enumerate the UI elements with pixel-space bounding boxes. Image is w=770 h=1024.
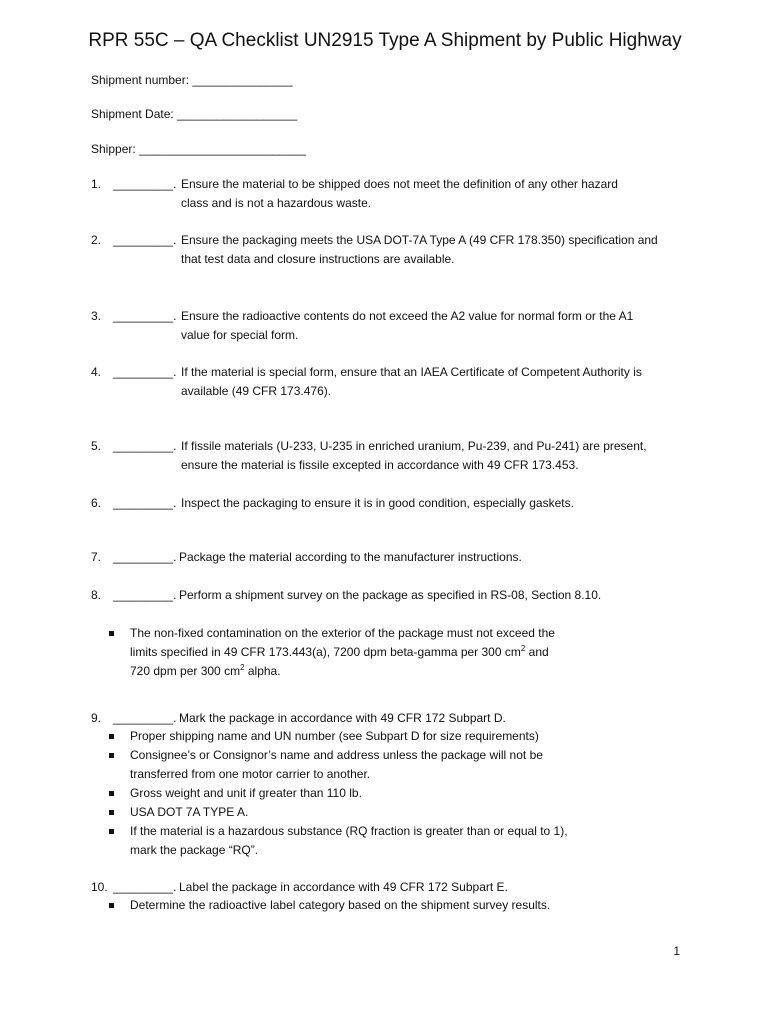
item-text [181,307,691,345]
list-item: Proper shipping name and UN number (see Subpart D for size requirements) [109,727,579,746]
bullet-square-icon [109,631,114,636]
page-number: 1 [673,944,680,958]
list-item: USA DOT 7A TYPE A. [109,803,579,822]
item-text-line-1: If fissile materials (U-233, U-235 in enriched uranium, Pu-239, and Pu-241) are present, [181,439,647,453]
item-number: 8. [91,588,102,602]
item-text [181,363,691,401]
item-blank: _________. [113,588,177,602]
item-text-line-1: Ensure the material to be shipped does not meet the definition of any other hazard [181,177,618,191]
item-text: Package the material according to the manufacturer instructions. [179,550,522,564]
item-10-bullet-list [109,896,579,915]
item-blank: _________. [113,550,177,564]
item-text: Inspect the packaging to ensure it is in good condition, especially gaskets. [181,496,574,510]
item-number: 7. [91,550,102,564]
list-item: Determine the radioactive label category based on the shipment survey results. [109,896,579,915]
item-text [181,231,691,269]
bullet-square-icon [109,753,114,758]
item-text: Mark the package in accordance with 49 CFR 172 Subpart D. [179,711,506,725]
item-text [181,437,691,475]
item-text-line-1: If the material is special form, ensure that an IAEA Certificate of Competent Authority is [181,365,642,379]
page-title: RPR 55C – QA Checklist UN2915 Type A Shipment by Public Highway [88,30,682,51]
shipment-number-field: Shipment number: _______________ [91,73,293,87]
item-number: 6. [91,496,102,510]
item-text-line-2: value for special form. [181,328,299,342]
bullet-square-icon [109,810,114,815]
item-text-line-2: ensure the material is fissile excepted in accordance with 49 CFR 173.453. [181,458,579,472]
item-blank: _________. [113,439,177,453]
item-8-bullet-list [109,624,579,681]
bullet-square-icon [109,829,114,834]
item-blank: _________. [113,496,177,510]
item-text-line-2: that test data and closure instructions are available. [181,252,455,266]
item-blank: _________. [113,233,177,247]
item-number: 4. [91,365,102,379]
bullet-square-icon [109,734,114,739]
item-blank: _________. [113,177,177,191]
item-blank: _________. [113,880,177,894]
list-item: Gross weight and unit if greater than 110 lb. [109,784,579,803]
item-number: 2. [91,233,102,247]
bullet-square-icon [109,791,114,796]
shipment-date-field: Shipment Date: __________________ [91,107,298,121]
item-text-line-1: Ensure the packaging meets the USA DOT-7A Type A (49 CFR 178.350) specification and [181,233,658,247]
item-text: Label the package in accordance with 49 CFR 172 Subpart E. [179,880,508,894]
item-text-line-2: available (49 CFR 173.476). [181,384,332,398]
item-number: 5. [91,439,102,453]
list-item: The non-fixed contamination on the exterior of the package must not exceed the limits specified in 49 CFR 173.443(a), 7200 dpm beta-gamma per 300 $cm^2$ and 720 dpm per 300 $cm^2$ alpha. [109,624,579,681]
item-text: Perform a shipment survey on the package as specified in RS-08, Section 8.10. [179,588,602,602]
item-text [181,175,691,213]
item-number: 10. [91,880,108,894]
item-number: 3. [91,309,102,323]
item-number: 1. [91,177,102,191]
list-item: If the material is a hazardous substance (RQ fraction is greater than or equal to 1), mark the package “RQ”. [109,822,579,860]
item-blank: _________. [113,711,177,725]
item-text-line-1: Ensure the radioactive contents do not exceed the A2 value for normal form or the A1 [181,309,634,323]
bullet-square-icon [109,903,114,908]
item-text-line-2: class and is not a hazardous waste. [181,196,372,210]
item-blank: _________. [113,309,177,323]
list-item: Consignee’s or Consignor’s name and address unless the package will not be transferred from one motor carrier to another. [109,746,579,784]
shipper-field: Shipper: _________________________ [91,142,306,156]
item-9-bullet-list [109,727,579,860]
item-number: 9. [91,711,102,725]
item-blank: _________. [113,365,177,379]
